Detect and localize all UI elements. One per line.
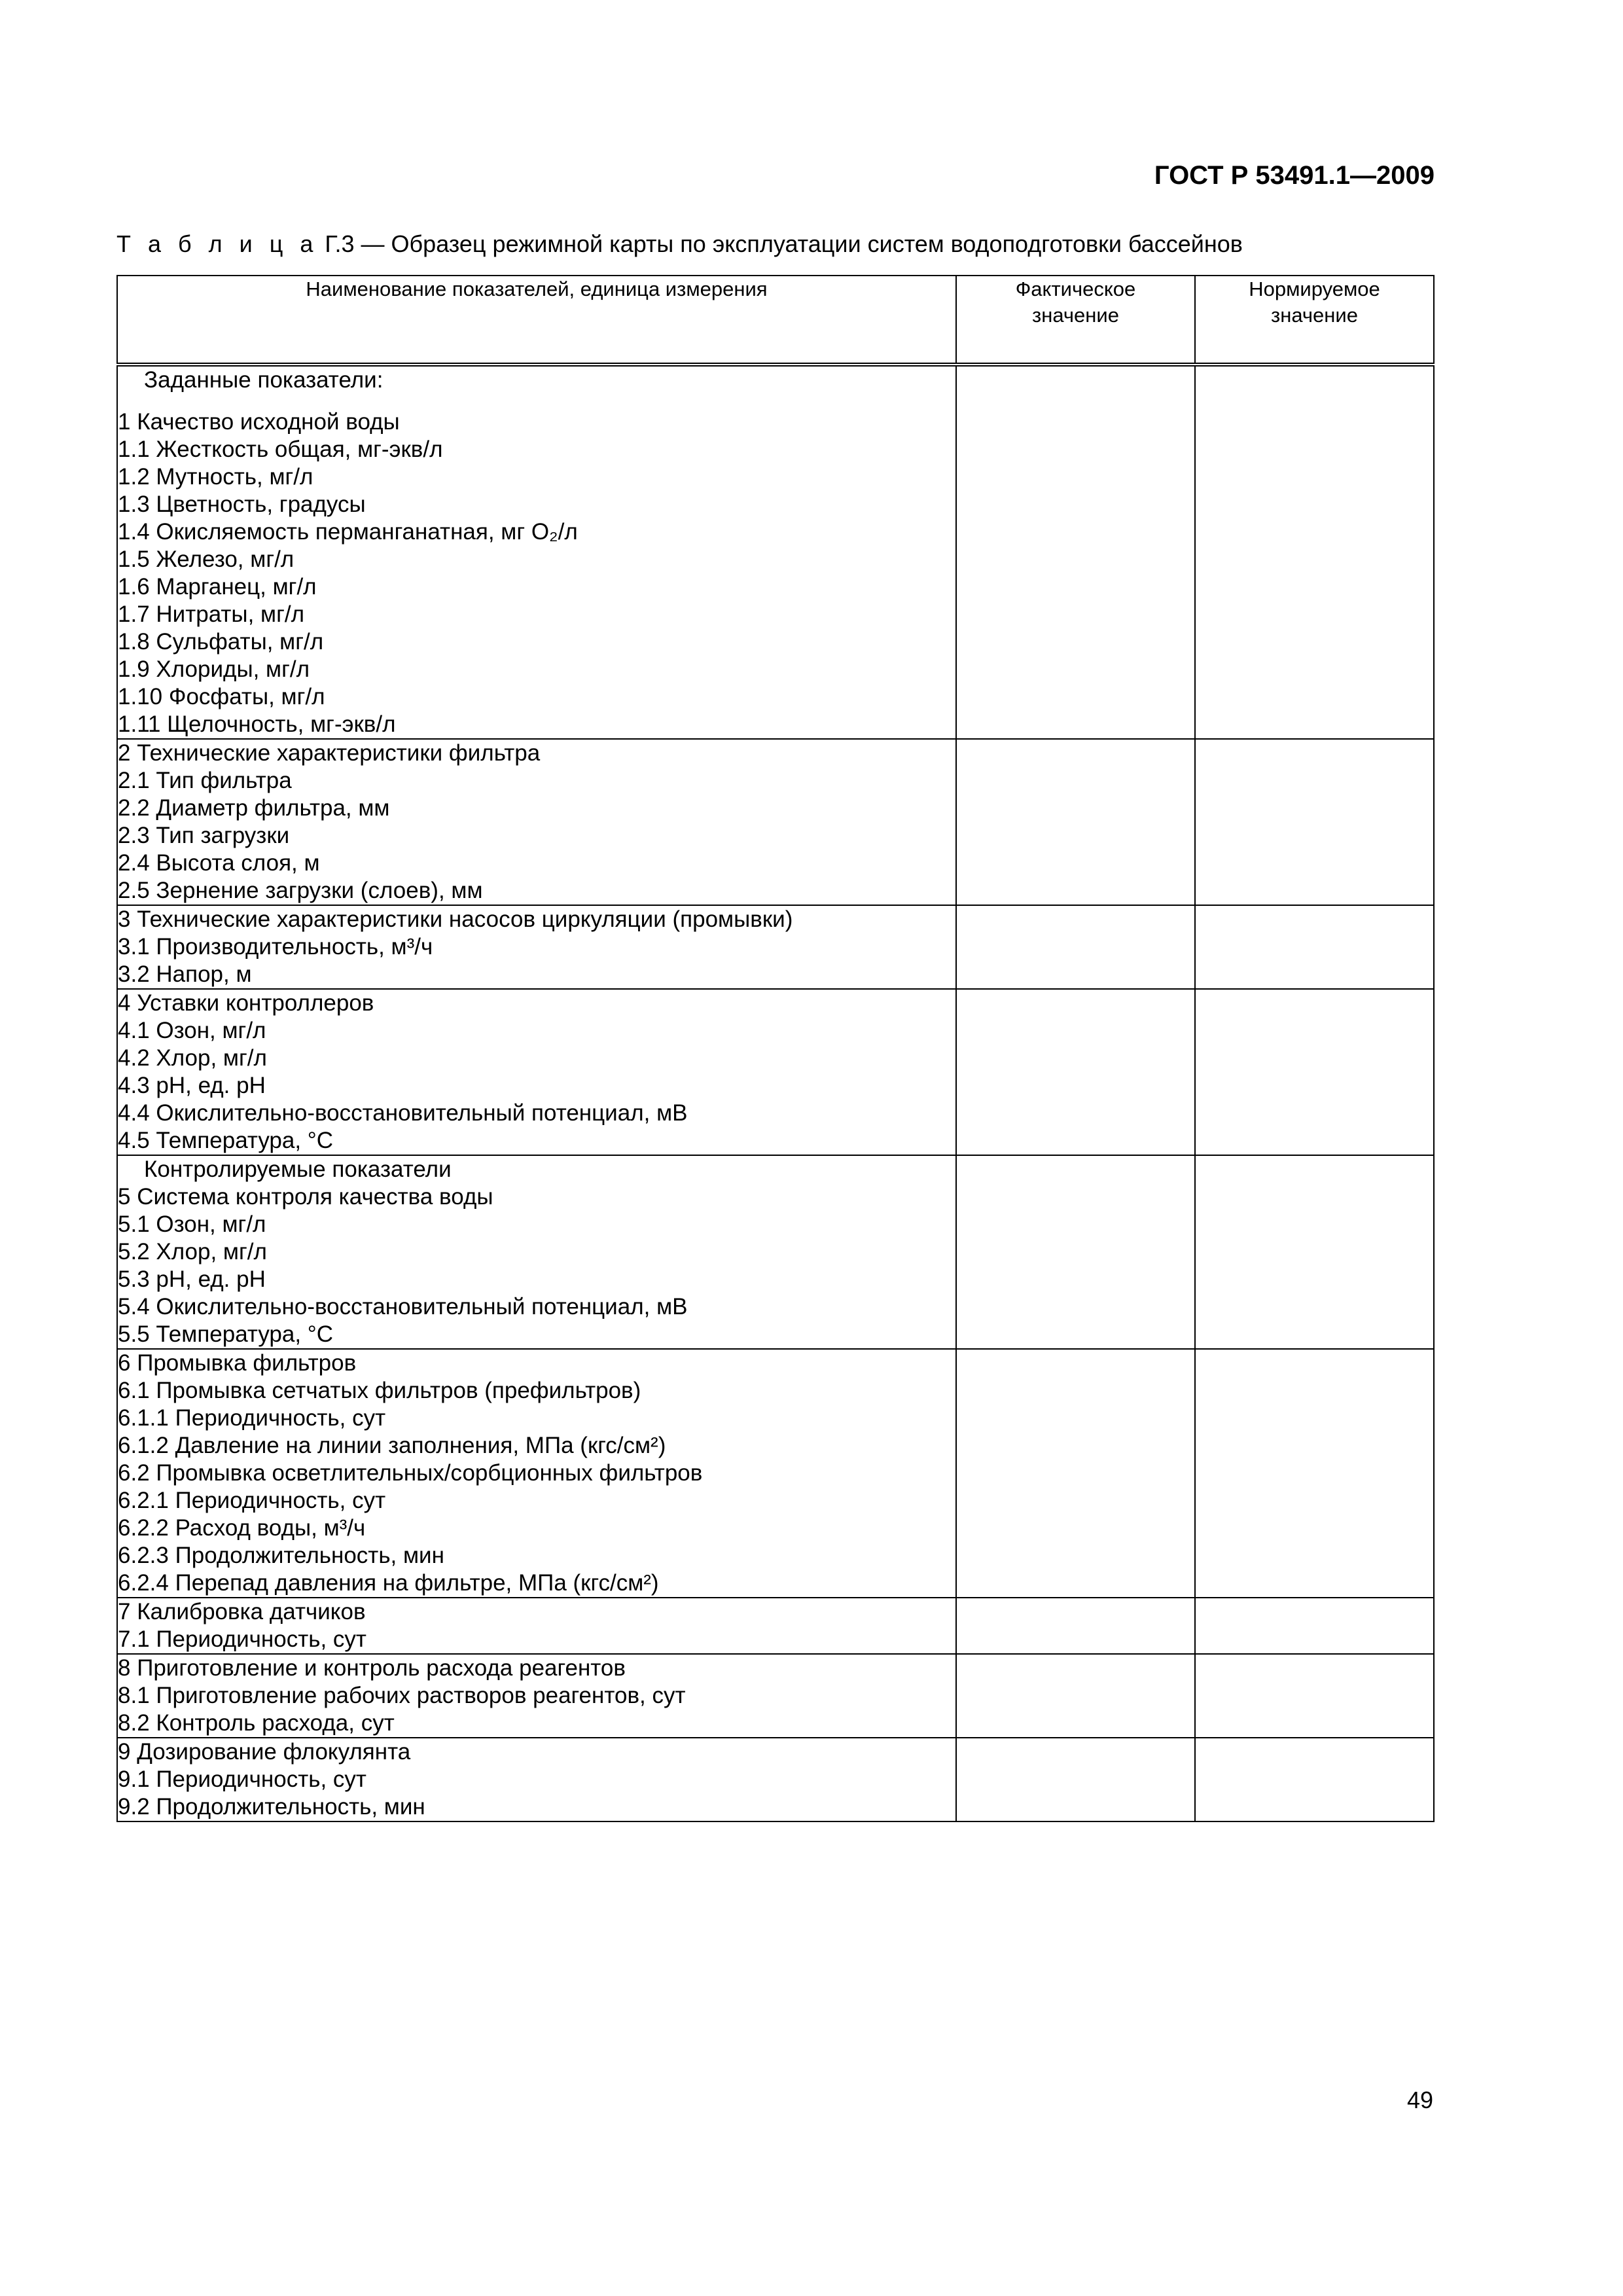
section-item: 9.1 Периодичность, сут xyxy=(118,1767,366,1792)
section-intro: Контролируемые показатели xyxy=(144,1157,452,1182)
section-item: 2.5 Зернение загрузки (слоев), мм xyxy=(118,878,483,903)
actual-value-cell[interactable] xyxy=(956,739,1195,905)
normative-value-cell[interactable] xyxy=(1195,1349,1434,1598)
table-row xyxy=(117,1349,1434,1598)
section-title: 9 Дозирование флокулянта xyxy=(118,1739,411,1765)
table-row xyxy=(117,905,1434,989)
actual-value-cell[interactable] xyxy=(956,1349,1195,1598)
column-header-name: Наименование показателей, единица измерения xyxy=(117,276,956,365)
section-cell xyxy=(117,739,956,905)
section-intro: Заданные показатели: xyxy=(144,367,383,393)
column-header-normative-line1: Нормируемое xyxy=(1249,278,1380,300)
table-caption-text: Г.3 — Образец режимной карты по эксплуатации систем водоподготовки бассейнов xyxy=(325,230,1243,257)
section-item: 6.1 Промывка сетчатых фильтров (префильтров) xyxy=(118,1378,641,1403)
actual-value-cell[interactable] xyxy=(956,1598,1195,1654)
section-item: 6.2.3 Продолжительность, мин xyxy=(118,1543,444,1568)
table-row xyxy=(117,1654,1434,1738)
section-item: 4.3 pH, ед. pH xyxy=(118,1073,266,1098)
table-caption xyxy=(116,230,1243,258)
section-title: 5 Система контроля качества воды xyxy=(118,1184,493,1210)
normative-value-cell[interactable] xyxy=(1195,739,1434,905)
section-item: 5.4 Окислительно-восстановительный потенциал, мВ xyxy=(118,1294,688,1319)
table-row xyxy=(117,989,1434,1155)
section-item: 4.4 Окислительно-восстановительный потенциал, мВ xyxy=(118,1100,688,1126)
column-header-actual-line2: значение xyxy=(1032,304,1119,327)
actual-value-cell[interactable] xyxy=(956,1738,1195,1821)
actual-value-cell[interactable] xyxy=(956,365,1195,739)
section-item: 5.1 Озон, мг/л xyxy=(118,1211,266,1237)
actual-value-cell[interactable] xyxy=(956,905,1195,989)
normative-value-cell[interactable] xyxy=(1195,1654,1434,1738)
section-title: 6 Промывка фильтров xyxy=(118,1350,357,1376)
section-cell xyxy=(117,989,956,1155)
section-item: 1.8 Сульфаты, мг/л xyxy=(118,629,324,655)
table-row xyxy=(117,1598,1434,1654)
actual-value-cell[interactable] xyxy=(956,1654,1195,1738)
section-item: 5.5 Температура, °С xyxy=(118,1321,334,1347)
table-row xyxy=(117,1155,1434,1349)
section-item: 7.1 Периодичность, сут xyxy=(118,1626,366,1652)
section-item: 1.10 Фосфаты, мг/л xyxy=(118,684,325,709)
section-cell xyxy=(117,1654,956,1738)
section-item: 8.2 Контроль расхода, сут xyxy=(118,1710,395,1736)
normative-value-cell[interactable] xyxy=(1195,1598,1434,1654)
table-row xyxy=(117,365,1434,739)
section-item: 6.1.2 Давление на линии заполнения, МПа (кгс/см²) xyxy=(118,1433,666,1458)
standard-code: ГОСТ Р 53491.1—2009 xyxy=(1154,161,1435,190)
section-item: 1.11 Щелочность, мг-экв/л xyxy=(118,711,396,737)
section-item: 6.2.1 Периодичность, сут xyxy=(118,1488,386,1513)
section-item: 2.2 Диаметр фильтра, мм xyxy=(118,795,390,821)
section-item: 4.2 Хлор, мг/л xyxy=(118,1045,267,1071)
column-header-normative-line2: значение xyxy=(1271,304,1358,327)
section-title: 1 Качество исходной воды xyxy=(118,409,400,435)
table-header-row xyxy=(117,276,1434,365)
section-cell xyxy=(117,1349,956,1598)
section-item: 1.6 Марганец, мг/л xyxy=(118,574,317,600)
section-title: 3 Технические характеристики насосов циркуляции (промывки) xyxy=(118,906,793,932)
section-item: 1.1 Жесткость общая, мг-экв/л xyxy=(118,437,443,462)
section-item: 8.1 Приготовление рабочих растворов реагентов, сут xyxy=(118,1683,686,1708)
section-title: 2 Технические характеристики фильтра xyxy=(118,740,541,766)
section-title: 4 Уставки контроллеров xyxy=(118,990,374,1016)
table-body xyxy=(117,365,1434,1821)
section-item: 2.1 Тип фильтра xyxy=(118,768,292,793)
section-item: 1.9 Хлориды, мг/л xyxy=(118,656,310,682)
section-title: 7 Калибровка датчиков xyxy=(118,1599,366,1624)
section-item: 1.2 Мутность, мг/л xyxy=(118,464,313,490)
section-item: 2.4 Высота слоя, м xyxy=(118,850,320,876)
section-title: 8 Приготовление и контроль расхода реагентов xyxy=(118,1655,626,1681)
section-cell xyxy=(117,905,956,989)
section-item: 2.3 Тип загрузки xyxy=(118,823,290,848)
section-item: 5.3 pH, ед. pH xyxy=(118,1266,266,1292)
section-item: 6.1.1 Периодичность, сут xyxy=(118,1405,386,1431)
section-item: 1.3 Цветность, градусы xyxy=(118,492,366,517)
section-item: 3.2 Напор, м xyxy=(118,961,252,987)
column-header-actual xyxy=(956,276,1195,365)
section-cell xyxy=(117,1598,956,1654)
section-item: 6.2.2 Расход воды, м³/ч xyxy=(118,1515,366,1541)
column-header-normative xyxy=(1195,276,1434,365)
section-item: 5.2 Хлор, мг/л xyxy=(118,1239,267,1265)
section-item: 1.5 Железо, мг/л xyxy=(118,547,294,572)
normative-value-cell[interactable] xyxy=(1195,1155,1434,1349)
section-item: 4.5 Температура, °С xyxy=(118,1128,334,1153)
table-row xyxy=(117,739,1434,905)
section-cell xyxy=(117,365,956,739)
actual-value-cell[interactable] xyxy=(956,989,1195,1155)
section-cell xyxy=(117,1155,956,1349)
section-item: 1.4 Окисляемость перманганатная, мг O₂/л xyxy=(118,519,578,545)
section-item: 4.1 Озон, мг/л xyxy=(118,1018,266,1043)
actual-value-cell[interactable] xyxy=(956,1155,1195,1349)
section-item: 3.1 Производительность, м³/ч xyxy=(118,934,433,960)
table-caption-prefix: Т а б л и ц а xyxy=(116,230,319,257)
section-cell xyxy=(117,1738,956,1821)
section-item: 1.7 Нитраты, мг/л xyxy=(118,601,305,627)
page-number: 49 xyxy=(1406,2087,1433,2113)
normative-value-cell[interactable] xyxy=(1195,905,1434,989)
section-item: 6.2.4 Перепад давления на фильтре, МПа (кгс/см²) xyxy=(118,1570,659,1596)
regime-card-table xyxy=(116,275,1435,1822)
normative-value-cell[interactable] xyxy=(1195,1738,1434,1821)
normative-value-cell[interactable] xyxy=(1195,365,1434,739)
section-item: 9.2 Продолжительность, мин xyxy=(118,1794,425,1820)
column-header-actual-line1: Фактическое xyxy=(1015,278,1136,300)
section-item: 6.2 Промывка осветлительных/сорбционных фильтров xyxy=(118,1460,703,1486)
normative-value-cell[interactable] xyxy=(1195,989,1434,1155)
table-row xyxy=(117,1738,1434,1821)
